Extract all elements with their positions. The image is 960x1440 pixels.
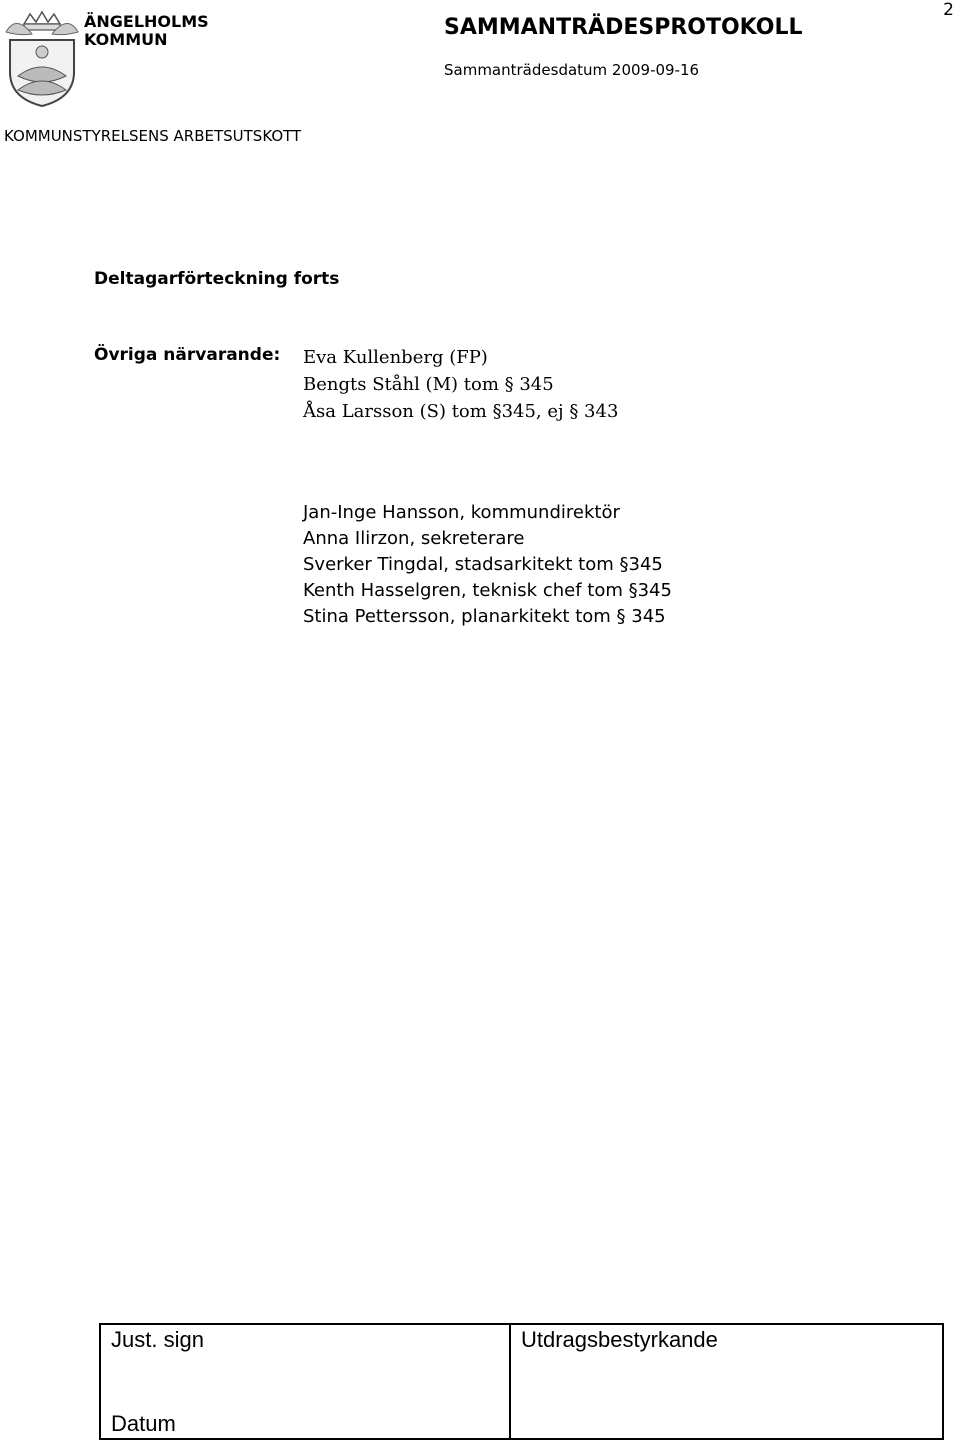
municipality-name-line1: ÄNGELHOLMS <box>84 12 209 31</box>
attendee-list <box>303 344 618 425</box>
attendee-item: Bengts Ståhl (M) tom § 345 <box>303 374 554 395</box>
municipality-name-line2: KOMMUN <box>84 30 168 49</box>
official-item: Anna Ilirzon, sekreterare <box>303 528 525 549</box>
signature-box-divider <box>509 1325 511 1438</box>
utdragsbestyrkande-label: Utdragsbestyrkande <box>521 1327 718 1352</box>
attendee-item: Eva Kullenberg (FP) <box>303 347 488 368</box>
official-item: Kenth Hasselgren, teknisk chef tom §345 <box>303 580 672 601</box>
committee-name: KOMMUNSTYRELSENS ARBETSUTSKOTT <box>4 127 302 145</box>
just-sign-label: Just. sign <box>111 1327 204 1352</box>
section-heading: Deltagarförteckning forts <box>94 269 340 289</box>
official-item: Jan-Inge Hansson, kommundirektör <box>303 502 620 523</box>
signature-box <box>99 1323 944 1440</box>
document-title: SAMMANTRÄDESPROTOKOLL <box>444 15 803 40</box>
official-item: Stina Pettersson, planarkitekt tom § 345 <box>303 606 666 627</box>
page-number: 2 <box>943 0 954 20</box>
datum-label: Datum <box>111 1411 176 1436</box>
officials-list <box>303 500 672 630</box>
municipality-name <box>84 13 209 49</box>
meeting-date: Sammanträdesdatum 2009-09-16 <box>444 61 700 79</box>
official-item: Sverker Tingdal, stadsarkitekt tom §345 <box>303 554 663 575</box>
attendee-item: Åsa Larsson (S) tom §345, ej § 343 <box>303 401 619 422</box>
coat-of-arms-icon <box>2 10 82 108</box>
others-present-label: Övriga närvarande: <box>94 345 281 365</box>
